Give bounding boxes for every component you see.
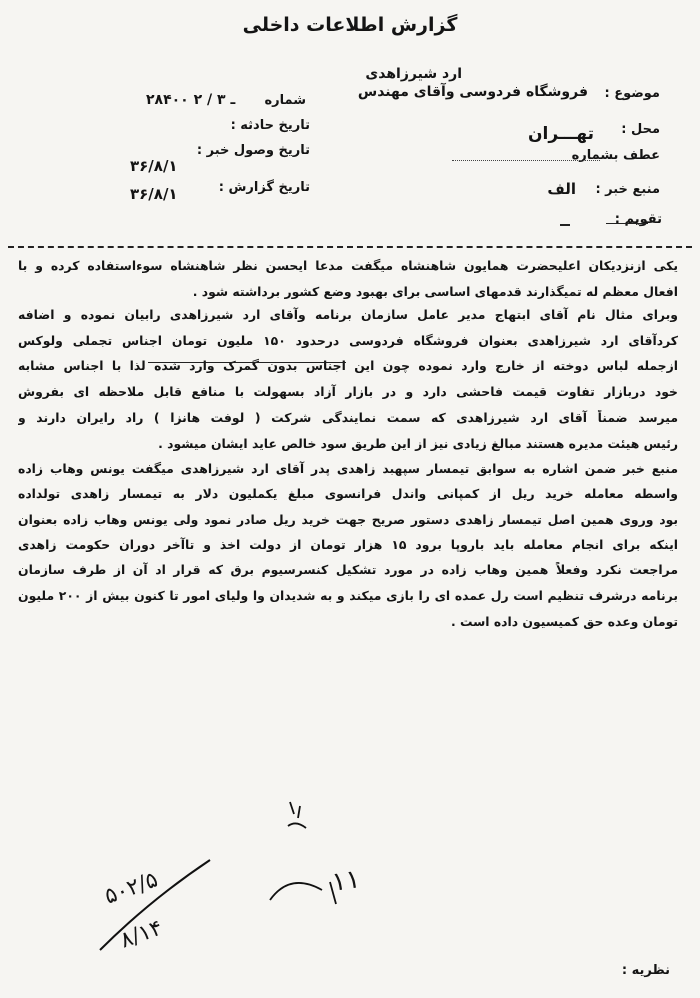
incident-date-label: تاریخ حادثه : (230, 118, 310, 133)
number-label: شماره (264, 93, 306, 108)
evaluation-label: تقویم : (614, 212, 662, 227)
place-label: محل : (621, 122, 660, 137)
ref-dotted-line (452, 160, 600, 161)
document-title: گزارش اطلاعات داخلی (242, 14, 458, 36)
evaluation-mark (560, 224, 570, 226)
evaluation-underline (606, 213, 648, 224)
receipt-date-value: ۳۶/۸/۱ (130, 157, 178, 175)
subject-label: موضوع : (604, 86, 660, 101)
number-value: ۲۸۴۰۰ ـ ۳ / ۲ (146, 92, 236, 108)
body-line: بود وروی همین اصل تیمسار زاهدی دستور صریح جهت خرید ریل صادر نمود ولی یونس وهاب زاده بعنوان (18, 512, 678, 527)
body-line: رئیس هیئت مدیره هستند مبالغ زیادی نیز از این طریق سود خالص عاید ایشان میشود . (158, 436, 678, 451)
body-line: واسطه معامله خرید ریل از کمپانی واندل فرانسوی مبلغ یکملیون دلار به تیمسار زاهدی تولداده (18, 486, 678, 501)
section-divider (8, 246, 692, 248)
handwritten-number-2: ۸/۱۴ (117, 915, 166, 954)
report-date-label: تاریخ گزارش : (218, 180, 310, 195)
ref-label: عطف بشماره (571, 148, 660, 163)
body-line: خود دربازار تفاوت قیمت فاحشی دارد و در بازار آزاد بسهولت با منافع قابل ملاحظه ای بفروش (18, 384, 678, 399)
body-line: میرسد ضمناً آقای ارد شیرزاهدی که سمت نمایندگی شرکت ( لوفت هانزا ) راد رایران دارند و (18, 410, 678, 425)
body-line: تومان وعده حق کمیسیون داده است . (450, 614, 678, 629)
body-line: مراجعت نکرد وفعلاً همین وهاب زاده در مورد تشکیل کنسرسیوم برق که قرار اد آن از طرف سازمان (18, 562, 678, 577)
receipt-date-label: تاریخ وصول خبر : (196, 143, 310, 158)
body-line: وبرای مثال نام آقای ابتهاج مدیر عامل سازمان برنامه وآقای ارد شیرزاهدی رابیان نموده و اضافه (18, 307, 678, 322)
handwritten-number-1: ۵۰۲/۵ (101, 867, 162, 910)
body-line: یکی ازنزدیکان اعلیحضرت همایون شاهنشاه میگفت مدعا ایحسن نظر شاهنشاه سوءاستفاده کرده و با (18, 258, 678, 273)
subject-value-continued: ارد شیرزاهدی (365, 66, 462, 82)
body-line: ازجمله لباس دوخته از خارج وارد نموده چون این اجناس بدون گمرک وارد شده لذا با اجناس مشابه (18, 358, 678, 373)
opinion-label: نظریه : (621, 963, 670, 978)
handwritten-mark-top (270, 796, 330, 846)
name-underline (148, 362, 346, 363)
body-line: منبع خبر ضمن اشاره به سوابق تیمسار سپهبد زاهدی پدر آقای ارد شیرزاهدی میگفت یونس وهاب زاده (18, 461, 678, 476)
place-value: تهـــران (528, 124, 594, 144)
report-date-value: ۳۶/۸/۱ (130, 185, 178, 203)
source-label: منبع خبر : (595, 182, 660, 197)
body-line: افعال معظم له تمیگذارند قدمهای اساسی برای بهبود وضع کشور برداشته شود . (192, 284, 678, 299)
body-line: کردآقای ارد شیرزاهدی بعنوان فروشگاه فردوسی درحدود ۱۵۰ ملیون تومان اجناس تجملی ولوکس (18, 333, 678, 348)
handwritten-number-center: ۱۱ (330, 864, 362, 898)
source-value: الف (547, 180, 576, 198)
body-line: اینکه برای انجام معامله باید باروپا برود ۱۵ هزار تومان از دولت اخذ و تاآخر دوران حکومت زاهدی (18, 537, 678, 552)
body-line: برنامه درشرف تنظیم است رل عمده ای را بازی میکند و به شدیدان وا ولیای امور تا کنون بیش از ۲۰۰ ملیون (18, 588, 678, 603)
handwritten-stroke-center (260, 860, 380, 920)
subject-value: فروشگاه فردوسی وآقای مهندس (357, 84, 588, 100)
handwritten-signature-stroke (80, 830, 260, 980)
